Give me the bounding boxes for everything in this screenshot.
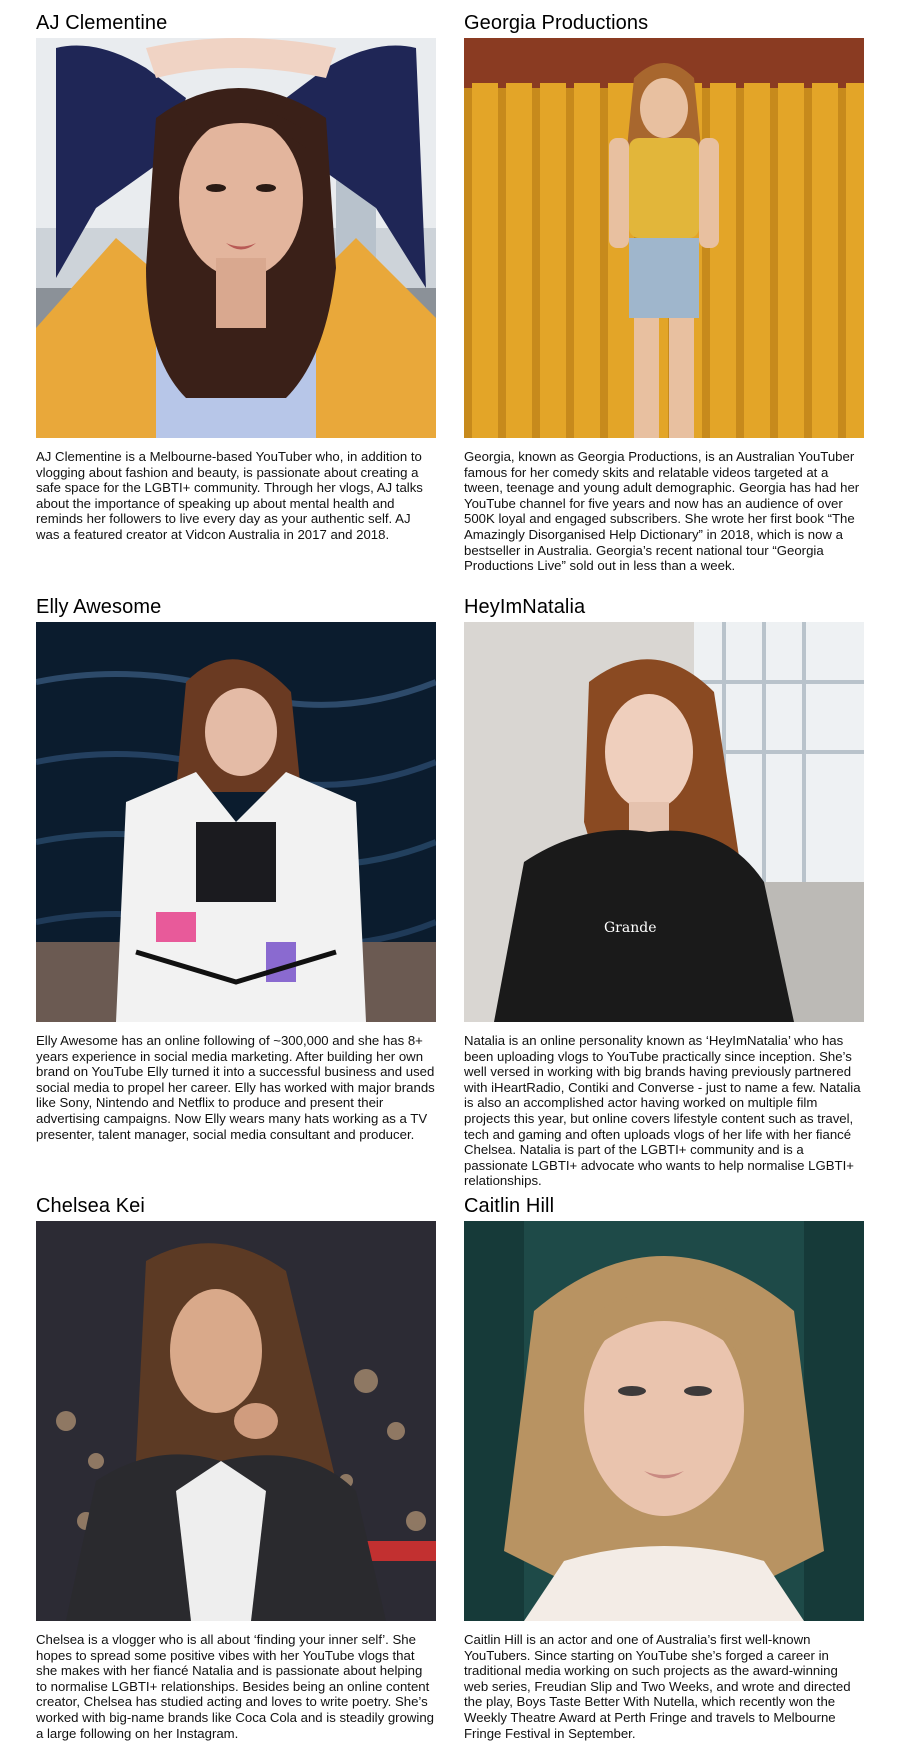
profile-bio: Chelsea is a vlogger who is all about ‘finding your inner self’. She hopes to spread some positive vibes with her YouTube vlogs that she makes with her fiancé Natalia and is passionate about helping to normalise LGBTI+ relationships. Besides being an online content creator, Chelsea has studied acting and loves to write poetry. She’s worked with big-name brands like Coca Cola and is steadily growing a large following on her Instagram. — [36, 1632, 435, 1741]
profile-bio: AJ Clementine is a Melbourne-based YouTuber who, in addition to vlogging about fashion and beauty, is passionate about creating a safe space for the LGBTI+ community. Through her vlogs, AJ talks about the importance of speaking up about mental health and reminds her followers to live every day as your authentic self. AJ was a featured creator at Vidcon Australia in 2017 and 2018. — [36, 449, 423, 542]
portrait-image — [36, 622, 436, 1022]
profile-card-heyimnatalia — [464, 596, 864, 1189]
profile-bio: Caitlin Hill is an actor and one of Australia’s first well-known YouTubers. Since starting on YouTube she’s forged a career in traditional media working on such projects as the award-winning web series, Freudian Slip and Two Weeks, and wrote and directed the play, Boys Taste Better With Nutella, which recently won the Weekly Theatre Award at Perth Fringe and travels to Melbourne Fringe Festival in September. — [464, 1632, 851, 1741]
profile-name: HeyImNatalia — [464, 596, 586, 618]
portrait-image — [464, 1221, 864, 1621]
portrait-image — [36, 1221, 436, 1621]
profile-photo — [464, 1221, 864, 1621]
profile-card-caitlin-hill — [464, 1195, 864, 1741]
portrait-image — [464, 622, 864, 1022]
profile-bio: Natalia is an online personality known as ‘HeyImNatalia’ who has been uploading vlogs to YouTube practically since inception. She’s well versed in working with big brands having previously partnered with iHeartRadio, Contiki and Converse - just to name a few. Natalia is also an accomplished actor having worked on multiple film projects this year, but online covers lifestyle content such as travel, tech and gaming and often uploads vlogs of her life with her fiancé Chelsea. Natalia is part of the LGBTI+ community and is a passionate LGBTI+ advocate who wants to help normalise LGBTI+ relationships. — [464, 1033, 861, 1189]
portrait-image — [464, 38, 864, 438]
profile-card-aj-clementine — [36, 12, 436, 543]
profile-card-elly-awesome — [36, 596, 436, 1142]
profile-name: Chelsea Kei — [36, 1195, 145, 1217]
profile-photo — [36, 38, 436, 438]
profile-name: Caitlin Hill — [464, 1195, 555, 1217]
profile-photo — [36, 1221, 436, 1621]
profile-bio: Georgia, known as Georgia Productions, is an Australian YouTuber famous for her comedy skits and relatable videos targeted at a tween, teenage and young adult demographic. Georgia has had her YouTube channel for five years and now has an audience of over 500K loyal and engaged subscribers. She wrote her first book “The Amazingly Disorganised Help Dictionary” in 2018, which is now a bestseller in Australia. Georgia’s recent national tour “Georgia Productions Live” sold out in less than a week. — [464, 449, 860, 574]
profile-card-chelsea-kei — [36, 1195, 436, 1741]
profile-card-georgia-productions — [464, 12, 864, 574]
profile-photo — [464, 38, 864, 438]
svg-text:Grande: Grande — [604, 920, 657, 936]
profile-bio: Elly Awesome has an online following of ~300,000 and she has 8+ years experience in social media marketing. After building her own brand on YouTube Elly turned it into a successful business and used social media to propel her career. Elly has worked with major brands like Sony, Nintendo and Netflix to produce and present their advertising campaigns. Now Elly wears many hats working as a TV presenter, talent manager, social media consultant and producer. — [36, 1033, 435, 1142]
profile-name: Georgia Productions — [464, 12, 649, 34]
portrait-image — [36, 38, 436, 438]
profile-photo — [36, 622, 436, 1022]
profile-photo — [464, 622, 864, 1022]
profile-name: AJ Clementine — [36, 12, 168, 34]
profile-name: Elly Awesome — [36, 596, 162, 618]
